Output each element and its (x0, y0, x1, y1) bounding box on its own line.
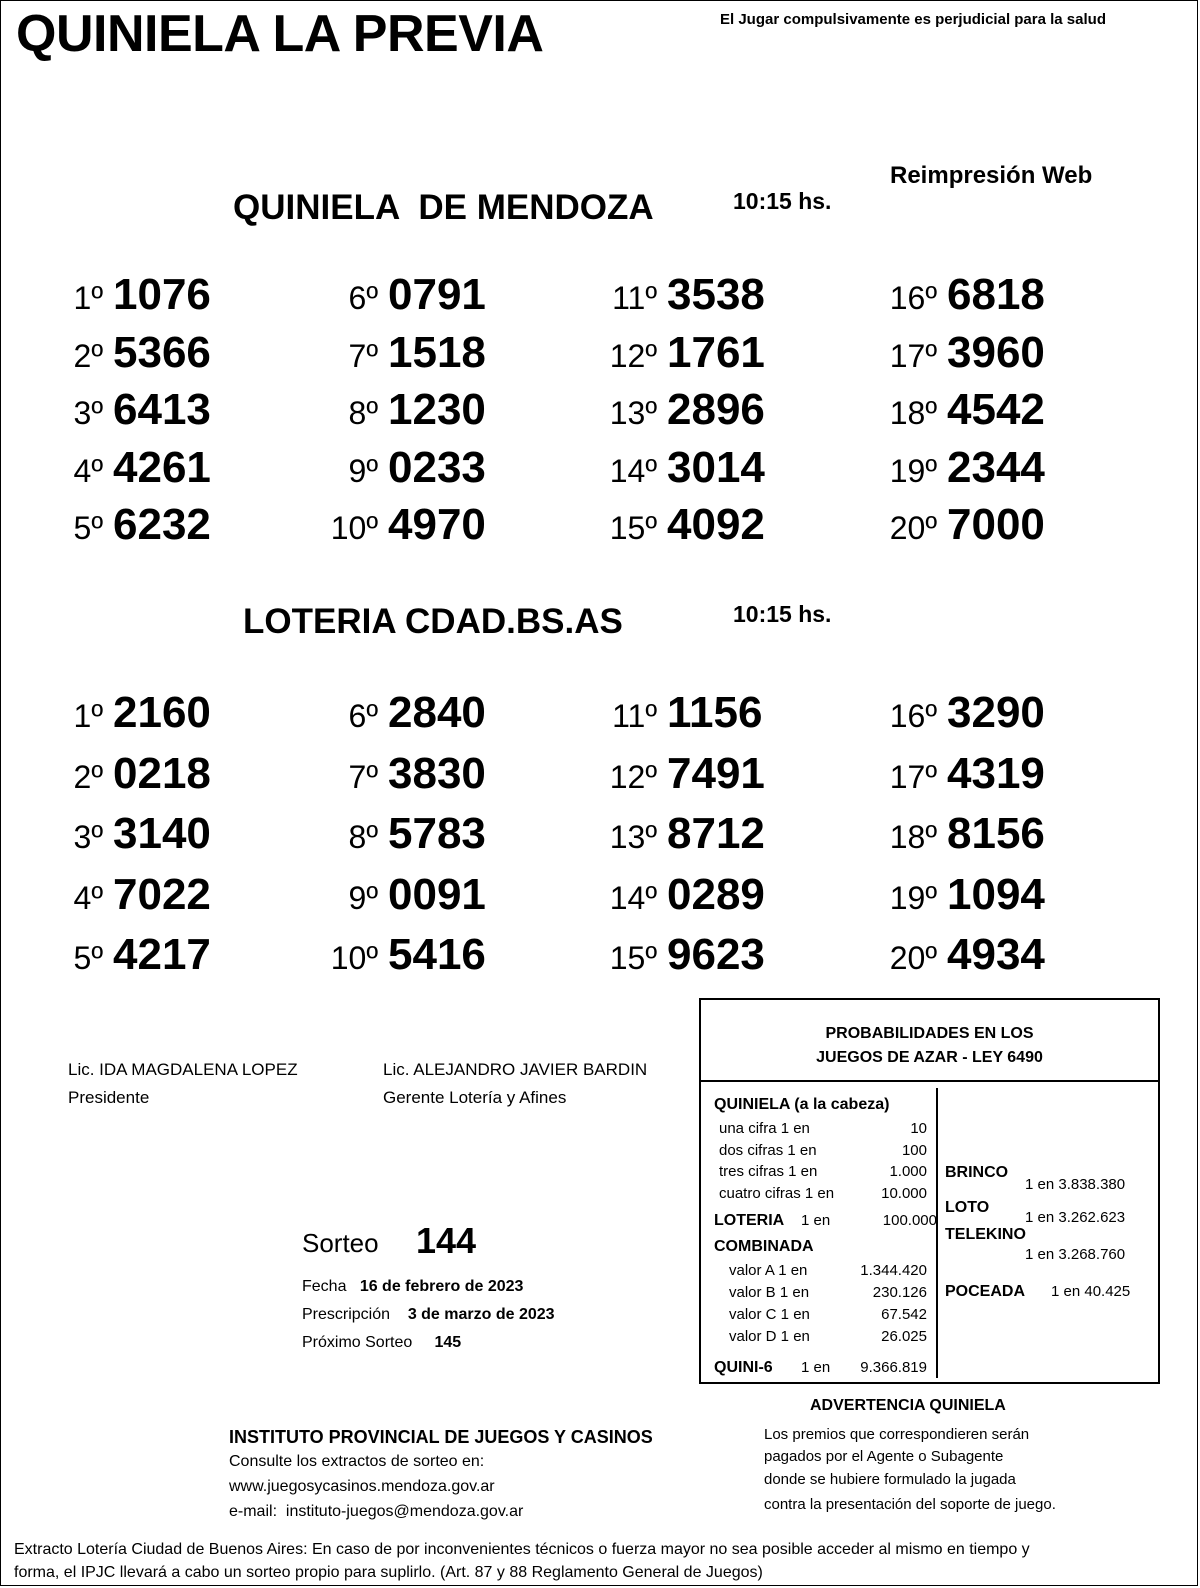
institute-email[interactable]: instituto-juegos@mendoza.gov.ar (285, 1503, 524, 1520)
result-number: 0289 (667, 869, 765, 919)
result-position: 16º (889, 280, 937, 316)
telekino-value: 1 en 3.268.760 (1025, 1246, 1126, 1263)
result-cell (882, 385, 1045, 435)
result-number: 2344 (947, 442, 1045, 492)
result-number: 1518 (388, 327, 486, 377)
result-number: 1156 (667, 688, 763, 737)
result-cell (882, 930, 1045, 980)
result-number: 4261 (113, 442, 211, 492)
odds-value: 100 (901, 1141, 927, 1159)
result-number: 4217 (113, 930, 211, 979)
advertencia-title: ADVERTENCIA QUINIELA (810, 1397, 1006, 1414)
bsas-title: LOTERIA CDAD.BS.AS (243, 602, 623, 641)
result-number: 5783 (388, 809, 486, 858)
result-position: 12º (609, 337, 657, 374)
odds-label: valor C 1 en (729, 1306, 810, 1323)
result-position: 4º (73, 879, 103, 916)
loteria-odds: 1 en (801, 1212, 831, 1229)
odds-label: valor D 1 en (729, 1328, 810, 1345)
manager-name: Lic. ALEJANDRO JAVIER BARDIN (383, 1060, 648, 1079)
result-cell (323, 270, 486, 320)
result-number: 3290 (947, 688, 1045, 737)
result-number: 2896 (667, 385, 765, 434)
odds-value: 1.344.420 (860, 1262, 927, 1279)
result-number: 6232 (113, 500, 211, 549)
result-cell (323, 749, 486, 799)
result-number: 7022 (113, 869, 211, 919)
institute-website[interactable]: www.juegosycasinos.mendoza.gov.ar (229, 1478, 495, 1495)
prescripcion-value: 3 de marzo de 2023 (407, 1306, 555, 1323)
sorteo-number: 144 (416, 1220, 477, 1261)
result-position: 18º (889, 395, 937, 431)
bsas-time: 10:15 hs. (733, 601, 832, 627)
result-number: 4319 (947, 748, 1045, 798)
result-position: 14º (609, 879, 657, 916)
result-position: 19º (889, 452, 937, 489)
result-position: 20º (889, 510, 937, 546)
result-number: 6413 (113, 385, 211, 434)
result-cell (602, 809, 765, 859)
proximo-value: 145 (434, 1334, 462, 1351)
result-position: 19º (889, 879, 937, 916)
result-cell (323, 500, 486, 550)
result-position: 1º (73, 280, 103, 316)
manager-role: Gerente Lotería y Afines (383, 1088, 567, 1107)
advertencia-line: contra la presentación del soporte de juego. (764, 1496, 1056, 1513)
result-position: 3º (73, 819, 103, 855)
president-name: Lic. IDA MAGDALENA LOPEZ (68, 1060, 298, 1079)
result-cell (323, 688, 486, 738)
quini6-value: 9.366.819 (860, 1359, 927, 1376)
result-number: 8156 (947, 809, 1045, 858)
result-cell (48, 930, 211, 980)
probabilities-box (699, 998, 1160, 1384)
result-position: 7º (348, 337, 378, 374)
brinco-label: BRINCO (945, 1164, 1009, 1181)
result-cell (602, 688, 762, 738)
result-number: 0791 (388, 270, 486, 319)
result-number: 7000 (947, 500, 1045, 549)
probabilities-header (701, 1000, 1158, 1082)
prob-title-line1: PROBABILIDADES EN LOS (825, 1025, 1034, 1042)
result-position: 15º (609, 510, 657, 546)
result-number: 6818 (947, 270, 1045, 319)
result-number: 2840 (388, 688, 486, 737)
odds-label: una cifra 1 en (719, 1120, 810, 1137)
result-position: 5º (73, 940, 103, 976)
result-number: 1230 (388, 385, 486, 434)
result-number: 5416 (388, 930, 486, 979)
result-cell (323, 809, 486, 859)
reprint-label: Reimpresión Web (890, 162, 1093, 189)
result-number: 1761 (667, 327, 765, 377)
result-cell (882, 688, 1045, 738)
result-number: 4092 (667, 500, 765, 549)
advertencia-line: pagados por el Agente o Subagente (764, 1448, 1004, 1465)
result-cell (48, 385, 211, 435)
result-cell (323, 443, 486, 493)
poceada-value: 1 en 40.425 (1051, 1283, 1131, 1300)
footer-line1: Extracto Lotería Ciudad de Buenos Aires: En caso de por inconvenientes técnicos o fuerza mayor no sea posible acceder al mismo en tiempo y (14, 1541, 1030, 1558)
result-position: 18º (889, 819, 937, 855)
result-number: 4970 (388, 500, 486, 549)
loteria-label: LOTERIA (714, 1212, 785, 1229)
result-position: 17º (889, 337, 937, 374)
result-position: 1º (73, 698, 103, 734)
result-position: 20º (889, 940, 937, 976)
result-cell (882, 328, 1045, 378)
advertencia-line: donde se hubiere formulado la jugada (764, 1471, 1016, 1488)
result-position: 13º (609, 395, 657, 431)
odds-label: cuatro cifras 1 en (719, 1184, 835, 1202)
result-position: 11º (612, 698, 657, 734)
odds-label: tres cifras 1 en (719, 1163, 818, 1180)
odds-value: 26.025 (881, 1328, 927, 1345)
sorteo-label: Sorteo (302, 1228, 379, 1258)
prescripcion-label: Prescripción (302, 1306, 391, 1323)
brinco-value: 1 en 3.838.380 (1025, 1176, 1126, 1193)
result-number: 8712 (667, 809, 765, 858)
result-position: 10º (330, 940, 378, 976)
result-cell (882, 443, 1045, 493)
result-position: 9º (348, 879, 378, 916)
result-cell (882, 749, 1045, 799)
result-position: 14º (609, 452, 657, 489)
odds-label: valor B 1 en (729, 1284, 810, 1301)
result-number: 7491 (667, 748, 765, 798)
result-number: 3014 (667, 442, 765, 492)
proximo-label: Próximo Sorteo (302, 1334, 413, 1351)
odds-value: 230.126 (872, 1284, 927, 1301)
poceada-label: POCEADA (945, 1283, 1026, 1300)
result-position: 4º (73, 452, 103, 489)
result-cell (48, 328, 211, 378)
result-cell (323, 870, 486, 920)
result-number: 3960 (947, 327, 1045, 377)
result-cell (602, 930, 765, 980)
result-number: 5366 (113, 327, 211, 377)
result-cell (323, 328, 486, 378)
result-cell (882, 500, 1045, 550)
result-number: 2160 (113, 688, 211, 737)
main-title: QUINIELA LA PREVIA (16, 5, 544, 63)
result-number: 3830 (388, 748, 486, 798)
result-number: 4934 (947, 930, 1045, 979)
prescripcion-row (302, 1306, 555, 1324)
quini6-odds: 1 en (801, 1359, 831, 1376)
result-number: 4542 (947, 385, 1045, 434)
president-role: Presidente (68, 1088, 150, 1107)
result-cell (602, 270, 765, 320)
result-position: 8º (348, 395, 378, 431)
odds-label: valor A 1 en (729, 1262, 808, 1279)
result-cell (602, 870, 765, 920)
result-position: 16º (889, 698, 937, 734)
odds-value: 10.000 (881, 1184, 927, 1202)
result-cell (602, 443, 765, 493)
loto-value: 1 en 3.262.623 (1025, 1209, 1126, 1226)
result-position: 6º (348, 280, 378, 316)
result-cell (48, 749, 211, 799)
email-label: e-mail: (229, 1503, 278, 1520)
result-position: 2º (73, 337, 103, 374)
result-cell (602, 749, 765, 799)
combinada-label: COMBINADA (714, 1238, 814, 1255)
mendoza-title: QUINIELA DE MENDOZA (233, 188, 654, 227)
result-cell (48, 500, 211, 550)
result-position: 9º (348, 452, 378, 489)
result-position: 12º (609, 758, 657, 795)
result-cell (882, 809, 1045, 859)
result-cell (323, 385, 486, 435)
odds-value: 10 (910, 1120, 927, 1137)
prob-title-line2: JUEGOS DE AZAR - LEY 6490 (816, 1049, 1043, 1066)
result-position: 11º (612, 280, 657, 316)
result-number: 3140 (113, 809, 211, 858)
result-position: 7º (348, 758, 378, 795)
proximo-row (302, 1334, 461, 1352)
result-cell (882, 870, 1045, 920)
telekino-label: TELEKINO (945, 1226, 1026, 1243)
result-position: 17º (889, 758, 937, 795)
result-cell (48, 688, 211, 738)
result-cell (882, 270, 1045, 320)
result-cell (48, 270, 211, 320)
health-warning: El Jugar compulsivamente es perjudicial para la salud (720, 11, 1106, 28)
result-cell (602, 500, 765, 550)
result-number: 1076 (113, 270, 211, 319)
result-cell (602, 328, 765, 378)
footer-line2: forma, el IPJC llevará a cabo un sorteo propio para suplirlo. (Art. 87 y 88 Reglamento General de Juegos) (14, 1564, 763, 1581)
institute-consult: Consulte los extractos de sorteo en: (229, 1453, 485, 1470)
result-position: 13º (609, 819, 657, 855)
institute-email-row (229, 1503, 523, 1521)
result-cell (48, 809, 211, 859)
result-cell (48, 443, 211, 493)
result-number: 1094 (947, 869, 1045, 919)
fecha-value: 16 de febrero de 2023 (359, 1278, 524, 1295)
result-cell (48, 870, 211, 920)
fecha-label: Fecha (302, 1278, 347, 1295)
result-position: 10º (330, 510, 378, 546)
result-number: 9623 (667, 930, 765, 979)
loto-label: LOTO (945, 1199, 990, 1216)
result-position: 15º (609, 940, 657, 976)
odds-label: dos cifras 1 en (719, 1141, 817, 1159)
result-number: 0218 (113, 748, 211, 798)
fecha-row (302, 1278, 523, 1296)
result-number: 0233 (388, 442, 486, 492)
quini6-label: QUINI-6 (714, 1359, 773, 1376)
result-position: 8º (348, 819, 378, 855)
result-position: 5º (73, 510, 103, 546)
loteria-value: 100.000 (882, 1212, 937, 1229)
result-position: 6º (348, 698, 378, 734)
result-number: 0091 (388, 869, 486, 919)
result-position: 2º (73, 758, 103, 795)
mendoza-time: 10:15 hs. (733, 188, 832, 214)
institute-name: INSTITUTO PROVINCIAL DE JUEGOS Y CASINOS (229, 1427, 653, 1447)
quiniela-label: QUINIELA (a la cabeza) (714, 1096, 890, 1113)
result-position: 3º (73, 395, 103, 431)
result-cell (602, 385, 765, 435)
odds-value: 67.542 (881, 1306, 927, 1323)
result-cell (323, 930, 486, 980)
advertencia-line: Los premios que correspondieren serán (764, 1426, 1030, 1443)
prob-divider (936, 1088, 938, 1378)
result-number: 3538 (667, 270, 765, 319)
odds-value: 1.000 (889, 1163, 927, 1180)
